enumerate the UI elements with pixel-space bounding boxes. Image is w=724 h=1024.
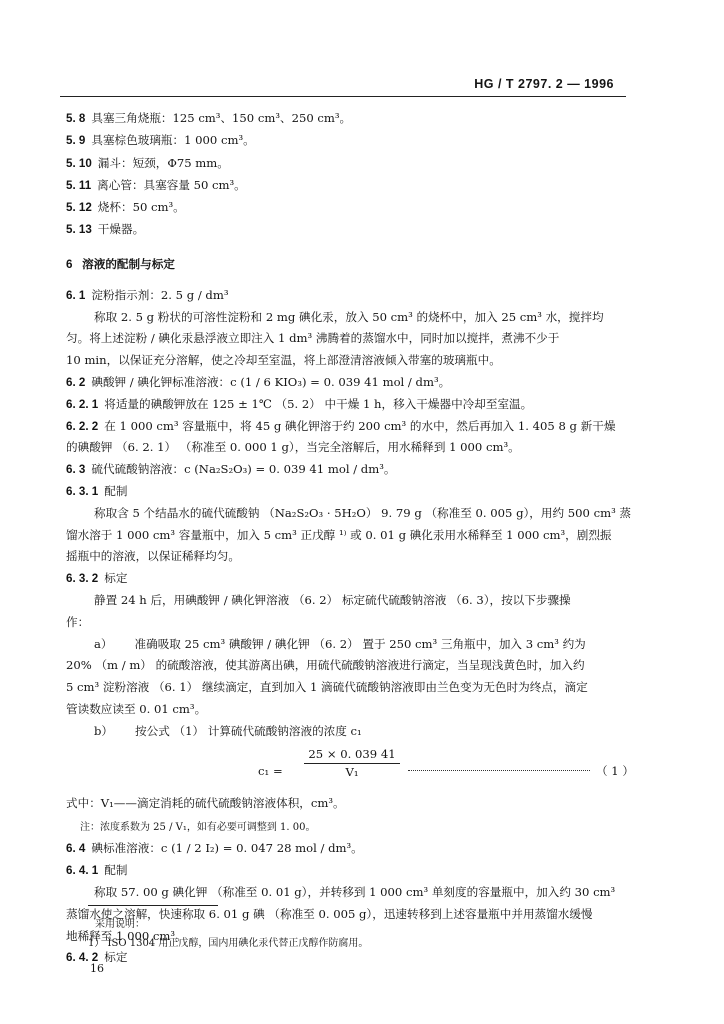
clause-6-4-2-heading: 6. 4. 2 标定 bbox=[66, 950, 128, 965]
paragraph-line: 10 min，以保证充分溶解，使之冷却至室温，将上部澄清溶液倾入带塞的玻璃瓶中。 bbox=[66, 353, 501, 368]
clause-6-4-1-heading: 6. 4. 1 配制 bbox=[66, 863, 128, 878]
section-title: 6 溶液的配制与标定 bbox=[66, 256, 175, 271]
equipment-list bbox=[66, 107, 641, 241]
paragraph-line: 称取 57. 00 g 碘化钾 （称准至 0. 01 g），并转移到 1 000 cm³ 单刻度的容量瓶中，加入约 30 cm³ bbox=[94, 884, 616, 899]
paragraph-line: 管读数应读至 0. 01 cm³。 bbox=[66, 701, 207, 716]
clause-6-2: 6. 2 碘酸钾 / 碘化钾标准溶液：c (1 / 6 KIO₃) = 0. 039 41 mol / dm³。 bbox=[66, 374, 451, 389]
clause-6-3: 6. 3 硫代硫酸钠溶液：c (Na₂S₂O₃) = 0. 039 41 mol / dm³。 bbox=[66, 462, 396, 477]
paragraph-line: 作： bbox=[66, 614, 90, 629]
clause-6-3-2-heading: 6. 3. 2 标定 bbox=[66, 571, 128, 586]
clause-6-3-1-heading: 6. 3. 1 配制 bbox=[66, 483, 128, 498]
footnote-text: 1） ISO 1304 用正戊醇，国内用碘化汞代替正戊醇作防腐用。 bbox=[88, 938, 369, 949]
formula-fraction bbox=[304, 747, 400, 781]
equipment-item: 5. 11 离心管：具塞容量 50 cm³。 bbox=[66, 177, 246, 192]
equipment-item: 5. 8 具塞三角烧瓶：125 cm³、150 cm³、250 cm³。 bbox=[66, 111, 352, 125]
paragraph-line: 蒸馏水使之溶解，快速称取 6. 01 g 碘 （称准至 0. 005 g），迅速转移到上述容量瓶中并用蒸馏水缓慢 bbox=[66, 906, 593, 921]
footnote-rule bbox=[88, 905, 218, 906]
page-number: 16 bbox=[90, 962, 104, 975]
formula-equals: = bbox=[273, 763, 283, 778]
paragraph-line: 馏水溶于 1 000 cm³ 容量瓶中，加入 5 cm³ 正戊醇 ¹⁾ 或 0. 01 g 碘化汞用水稀释至 1 000 cm³，剧烈振 bbox=[66, 527, 612, 542]
paragraph-line: 匀。将上述淀粉 / 碘化汞悬浮液立即注入 1 dm³ 沸腾着的蒸馏水中，同时加以搅拌，煮沸不少于 bbox=[66, 331, 560, 346]
where-clause: 式中：V₁——滴定消耗的硫代硫酸钠溶液体积，cm³。 bbox=[66, 795, 345, 810]
step-a: a） 准确吸取 25 cm³ 碘酸钾 / 碘化钾 （6. 2） 置于 250 cm³ 三角瓶中，加入 3 cm³ 约为 bbox=[94, 636, 586, 651]
fraction-bar bbox=[304, 763, 400, 764]
paragraph-line: 称取 2. 5 g 粉状的可溶性淀粉和 2 mg 碘化汞，放入 50 cm³ 的烧杯中，加入 25 cm³ 水，搅拌均 bbox=[94, 309, 604, 324]
paragraph-line: 5 cm³ 淀粉溶液 （6. 1） 继续滴定，直到加入 1 滴硫代硫酸钠溶液即由兰色变为无色时为终点，滴定 bbox=[66, 680, 588, 695]
footnote-title: 采用说明： bbox=[95, 919, 145, 930]
equation-number: （ 1 ） bbox=[596, 763, 634, 778]
document-body bbox=[66, 101, 641, 969]
paragraph-line: 静置 24 h 后，用碘酸钾 / 碘化钾溶液 （6. 2） 标定硫代硫酸钠溶液 （6. 3），按以下步骤操 bbox=[94, 592, 571, 607]
clause-6-1-heading: 6. 1 淀粉指示剂：2. 5 g / dm³ bbox=[66, 287, 229, 302]
equipment-item: 5. 9 具塞棕色玻璃瓶：1 000 cm³。 bbox=[66, 133, 255, 148]
formula-numerator: 25 × 0. 039 41 bbox=[308, 746, 396, 761]
standard-code: HG / T 2797. 2 — 1996 bbox=[474, 77, 614, 91]
header-rule bbox=[60, 96, 626, 97]
paragraph-line: 称取含 5 个结晶水的硫代硫酸钠 （Na₂S₂O₃ · 5H₂O） 9. 79 g （称准至 0. 005 g），用约 500 cm³ 蒸 bbox=[94, 505, 631, 520]
equipment-item: 5. 10 漏斗：短颈，Φ75 mm。 bbox=[66, 155, 229, 170]
formula-lhs: c₁ bbox=[258, 763, 270, 778]
leader-dots bbox=[408, 770, 590, 771]
note: 注：浓度系数为 25 / V₁，如有必要可调整到 1. 00。 bbox=[80, 822, 316, 834]
clause-6-2-1: 6. 2. 1 将适量的碘酸钾放在 125 ± 1℃ （5. 2） 中干燥 1 h，移入干燥器中冷却至室温。 bbox=[66, 396, 533, 411]
equipment-item: 5. 13 干燥器。 bbox=[66, 222, 145, 237]
paragraph-line: 的碘酸钾 （6. 2. 1） （称准至 0. 000 1 g），当完全溶解后，用水稀释到 1 000 cm³。 bbox=[66, 440, 520, 455]
equipment-item: 5. 12 烧杯：50 cm³。 bbox=[66, 200, 185, 215]
clause-6-4: 6. 4 碘标准溶液：c (1 / 2 I₂) = 0. 047 28 mol / dm³。 bbox=[66, 841, 363, 856]
paragraph-line: 地稀释至 1 000 cm³。 bbox=[66, 928, 187, 943]
paragraph-line: 20% （m / m） 的硫酸溶液，使其游离出碘，用硫代硫酸钠溶液进行滴定，当呈现浅黄色时，加入约 bbox=[66, 658, 585, 673]
paragraph-line: 摇瓶中的溶液，以保证稀释均匀。 bbox=[66, 549, 240, 564]
formula-denominator: V₁ bbox=[345, 765, 359, 780]
formula-1 bbox=[66, 745, 641, 793]
step-b: b） 按公式 （1） 计算硫代硫酸钠溶液的浓度 c₁ bbox=[94, 723, 362, 738]
clause-6-2-2: 6. 2. 2 在 1 000 cm³ 容量瓶中，将 45 g 碘化钾溶于约 200 cm³ 的水中，然后再加入 1. 405 8 g 新干燥 bbox=[66, 418, 616, 433]
